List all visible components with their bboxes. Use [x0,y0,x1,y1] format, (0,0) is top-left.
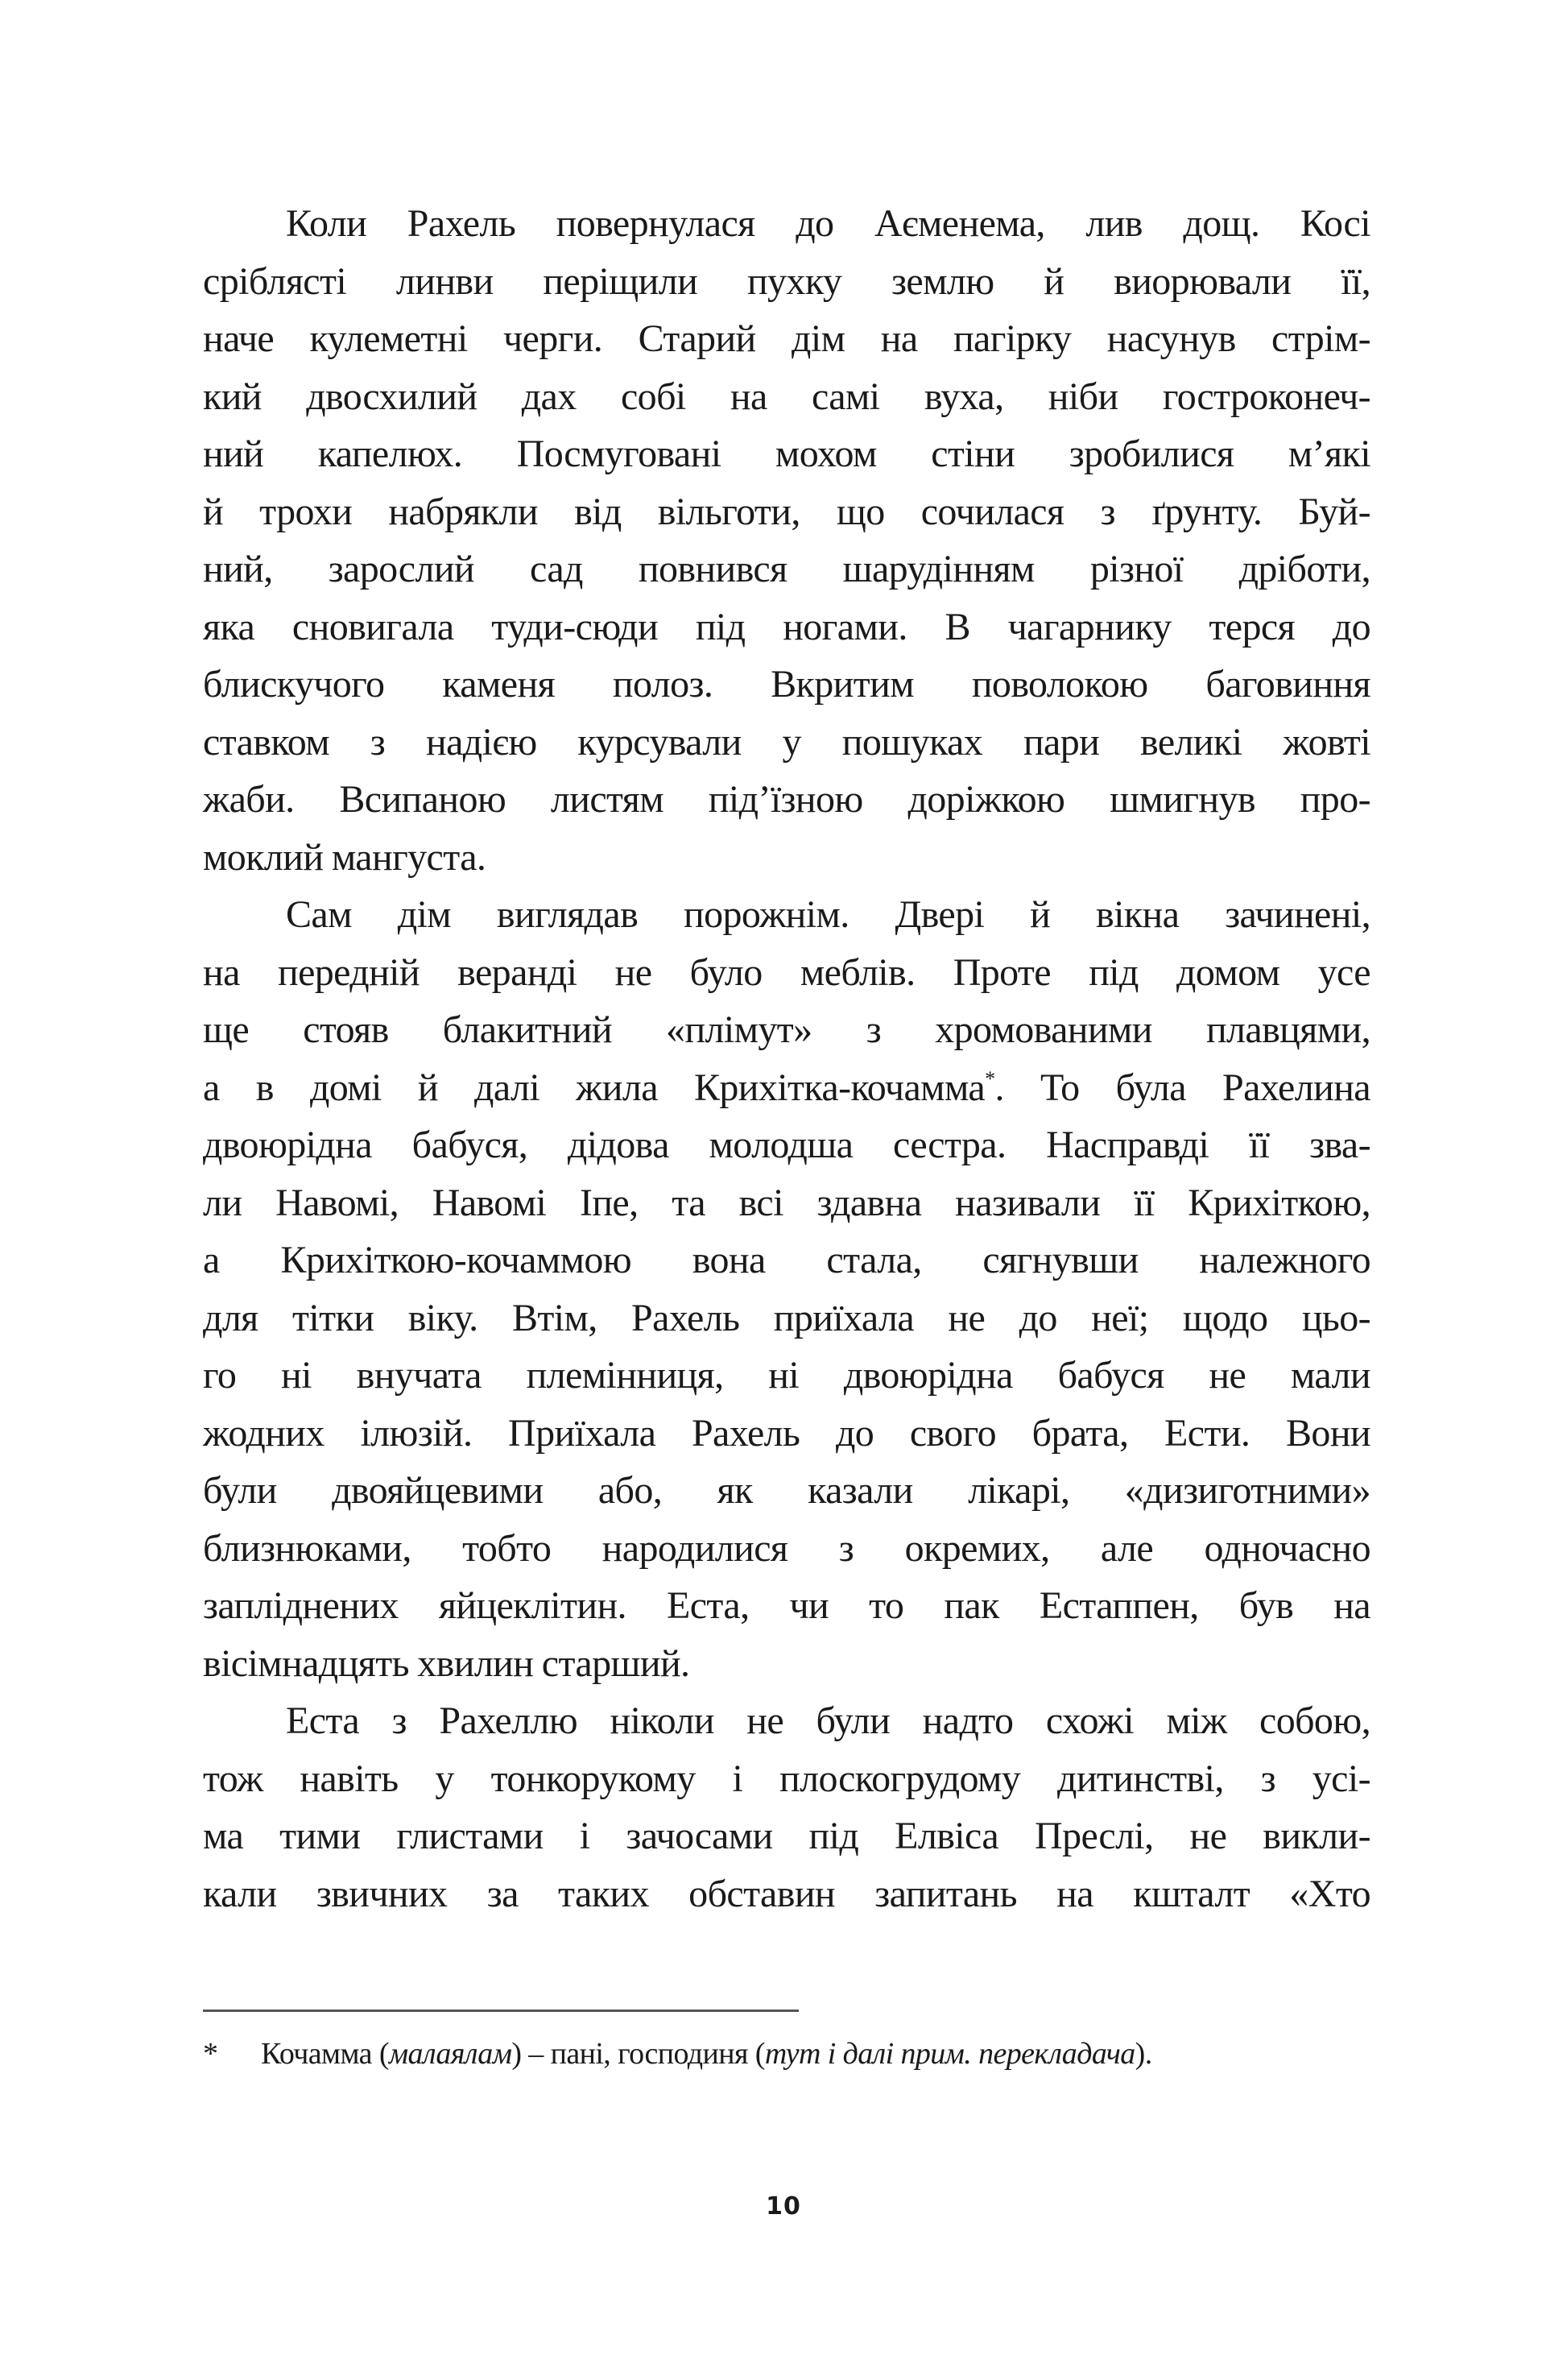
footnote-divider [203,2010,799,2012]
text-line: вісімнадцять хвилин старший. [203,1641,690,1685]
text-line: яка сновигала туди-сюди під ногами. В чагарнику терся до [203,605,1370,648]
paragraph-3 [203,1692,1370,1923]
text-line: Еста з Рахеллю ніколи не були надто схожі між собою, [286,1699,1370,1742]
text-line: го ні внучата племінниця, ні двоюрідна бабуся не мали [203,1354,1370,1397]
body-text [203,195,1370,1923]
text-line: ставком з надією курсували у пошуках пари великі жовті [203,720,1370,764]
footnote-reference[interactable]: * [985,1066,995,1091]
text-line: Сам дім виглядав порожнім. Двері й вікна зачинені, [286,893,1370,936]
text-line: сріблясті линви періщили пухку землю й виорювали її, [203,259,1370,303]
footnote-end: ). [1135,2037,1152,2071]
text-line: запліднених яйцеклітин. Еста, чи то пак Естаппен, був на [203,1584,1370,1627]
footnote-translator-note: тут і далі прим. перекладача [764,2037,1135,2071]
text-line: двоюрідна бабуся, дідова молодша сестра. Насправді її зва- [203,1124,1370,1166]
text-line-with-footnote [203,1059,1370,1117]
text-line: ли Навомі, Навомі Іпе, та всі здавна називали її Крихіткою, [203,1181,1370,1224]
text-line: моклий мангуста. [203,835,486,879]
text-line: для тітки віку. Втім, Рахель приїхала не до неї; щодо цьо- [203,1296,1370,1339]
text-segment: а в домі й далі жила Крихітка-кочамма [203,1066,986,1109]
text-line: кий двосхилий дах собі на самі вуха, ніби гостроконеч- [203,375,1370,418]
paragraph-1 [203,195,1370,886]
footnote-language: малаялам [388,2037,512,2071]
text-line: ще стояв блакитний «плімут» з хромованими плавцями, [203,1008,1370,1051]
text-line: близнюками, тобто народилися з окремих, але одночасно [203,1526,1370,1570]
text-line: кали звичних за таких обставин запитань на кшталт «Хто [203,1872,1370,1915]
text-line: й трохи набрякли від вільготи, що сочилася з ґрунту. Буй- [203,490,1370,533]
text-line: на передній веранді не було меблів. Проте під домом усе [203,950,1370,994]
paragraph-2 [203,886,1370,1692]
text-line: жаби. Всипаною листям під’їзною доріжкою шмигнув про- [203,778,1370,821]
text-segment: . То була Рахелина [994,1066,1370,1109]
text-line: ний капелюх. Посмуговані мохом стіни зробилися м’які [203,433,1370,475]
text-line: а Крихіткою-кочаммою вона стала, сягнувши належного [203,1239,1370,1281]
text-line: блискучого каменя полоз. Вкритим поволокою баговиння [203,663,1370,706]
text-line: були двояйцевими або, як казали лікарі, «дизиготними» [203,1469,1370,1512]
text-line: ний, зарослий сад повнився шарудінням різної дріботи, [203,548,1370,590]
text-line: наче кулеметні черги. Старий дім на пагірку насунув стрім- [203,317,1370,360]
text-line: тож навіть у тонкорукому і плоскогрудому дитинстві, з усі- [203,1757,1370,1800]
footnote-definition: ) – пані, господиня ( [511,2037,765,2071]
page-number: 10 [766,2192,801,2221]
footnote-marker: * [203,2037,218,2071]
text-line: Коли Рахель повернулася до Аєменема, лив дощ. Косі [286,202,1370,245]
footnote [203,2030,1379,2078]
footnote-term: Кочамма ( [261,2037,389,2071]
text-line: жодних ілюзій. Приїхала Рахель до свого брата, Ести. Вони [203,1411,1370,1455]
text-line: ма тими глистами і зачосами під Елвіса Преслі, не викли- [203,1815,1370,1857]
